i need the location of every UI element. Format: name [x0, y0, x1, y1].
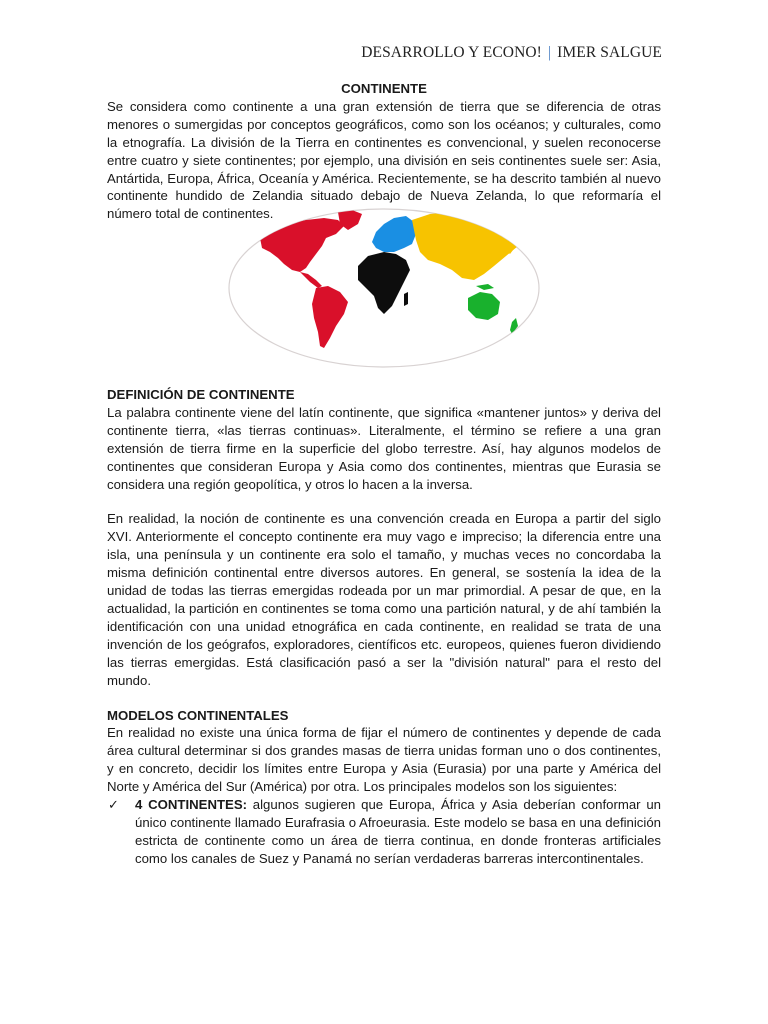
list-item [107, 796, 661, 868]
list-item-body [135, 796, 661, 868]
section-definicion [107, 386, 661, 868]
world-continents-map [226, 208, 542, 368]
header-separator: | [547, 44, 552, 61]
checkmark-icon: ✓ [108, 797, 119, 813]
header-right-text: IMER SALGUE [557, 44, 662, 61]
map-svg [226, 208, 542, 368]
definition-paragraph-1: La palabra continente viene del latín continente, que significa «mantener juntos» y deriva del continente tierra, «las tierras continuas». Literalmente, el término se refiere a una gran extensión de tierra firme en la superficie del globo terrestre. Así, hay algunos modelos de continentes que consideran Europa y Asia como dos continentes, mientras que Eurasia se considera una región geopolítica, y otros lo hacen a la inversa. [107, 404, 661, 492]
models-heading: MODELOS CONTINENTALES [107, 707, 289, 723]
paragraph-gap [107, 493, 661, 510]
definition-heading: DEFINICIÓN DE CONTINENTE [107, 387, 295, 402]
models-paragraph: En realidad no existe una única forma de fijar el número de continentes y depende de cada área cultural determinar si dos grandes masas de tierra unidas forman uno o dos continentes, y en concreto, decidir los límites entre Europa y Asia (Eurasia) por una parte y América del Norte y América del Sur (América) por otra. Los principales modelos son los siguientes: [107, 725, 661, 795]
paragraph-gap [107, 690, 661, 707]
section-title: CONTINENTE [341, 81, 427, 96]
list-item-text: algunos sugieren que Europa, África y Asia deberían conformar un único continente llamado Eurafrasia o Afroeurasia. Este modelo se basa en una definición estricta de continente como un área de tierra continua, en donde fronteras artificiales como los canales de Suez y Panamá no serían verdaderas barreras intercontinentales. [135, 797, 661, 866]
list-item-label: 4 CONTINENTES: [135, 797, 248, 813]
section-continente [107, 80, 661, 223]
madagascar-landmass [404, 292, 408, 306]
intro-paragraph: Se considera como continente a una gran extensión de tierra que se diferencia de otras menores o sumergidas por conceptos geográficos, como son los océanos; y culturales, como la etnografía. La división de la Tierra en continentes es convencional, y suelen reconocerse entre cuatro y siete continentes; por ejemplo, una división en seis continentes suele ser: Asia, Antártida, Europa, África, Oceanía y América. Recientemente, se ha descrito también al nuevo continente hundido de Zelandia situado debajo de Nueva Zelanda, lo que reformaría el número total de continentes. [107, 98, 661, 222]
page-header [361, 44, 662, 62]
header-left-text: DESARROLLO Y ECONO! [361, 44, 542, 61]
definition-paragraph-2: En realidad, la noción de continente es una convención creada en Europa a partir del siglo XVI. Anteriormente el concepto continente era muy vago e impreciso; la diferencia entre una isla, una península y un continente era solo el tamaño, y muchas veces no concordaba la misma definición continental entre diversos autores. En general, se sostenía la idea de la unidad de todas las tierras emergidas rodeada por un mar primordial. A pesar de que, en la actualidad, la partición en continentes se toma como una partición natural, y de ahí también la identificación con una unidad etnográfica en cada continente, en realidad se trata de una invención de los geógrafos, exploradores, científicos etc. europeos, quienes fueron dividiendo las tierras emergidas. Está clasificación pasó a ser la "división natural" para el resto del mundo. [107, 511, 661, 688]
